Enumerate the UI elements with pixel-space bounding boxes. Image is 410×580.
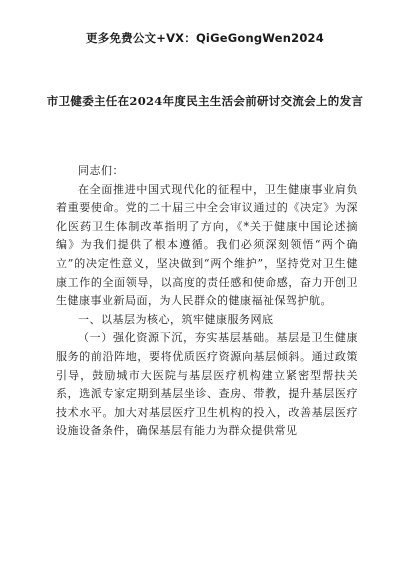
salutation: 同志们： xyxy=(78,164,124,177)
paragraph: 在全面推进中国式现代化的征程中，卫生健康事业肩负着重要使命。党的二十届三中全会审议通过的《决定》为深化医药卫生体制改革指明了方向，《*关于健康中国论述摘编》为我们提供了根本遵循。我们必须深刻领悟“两个确立”的决定性意义，坚决做到“两个维护”，坚持党对卫生健康工作的全面领导，以高度的责任感和使命感，奋力开创卫生健康事业新局面，为人民群众的健康福祉保驾护航。 xyxy=(56,182,358,308)
document-title: 市卫健委主任在2024年度民主生活会前研讨交流会上的发言 xyxy=(46,94,364,108)
section-heading: 一、以基层为核心，筑牢健康服务网底 xyxy=(78,312,274,326)
watermark-header: 更多免费公文+VX：QiGeGongWen2024 xyxy=(86,31,324,45)
document-body xyxy=(56,162,358,441)
paragraph: （一）强化资源下沉，夯实基层基础。基层是卫生健康服务的前沿阵地，要将优质医疗资源向基层倾斜。通过政策引导，鼓励城市大医院与基层医疗机构建立紧密型帮扶关系，选派专家定期到基层坐诊、查房、带教，提升基层医疗技术水平。加大对基层医疗卫生机构的投入，改善基层医疗设施设备条件，确保基层有能力为群众提供常见 xyxy=(56,331,358,438)
